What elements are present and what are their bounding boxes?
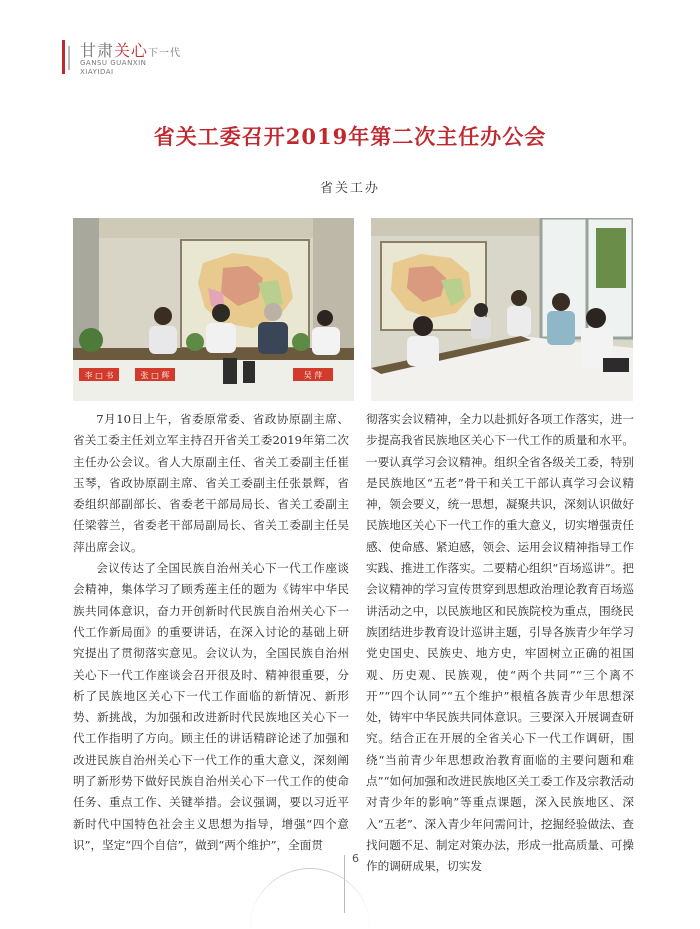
meeting-photo-left-image: [73, 218, 354, 401]
logo-wordmark-gansu: 甘肃: [80, 41, 115, 60]
logo-pinyin-line2: XIAYIDAI: [80, 68, 114, 76]
body-paragraph-1: 7月10日上午，省委原常委、省政协原副主席、省关工委主任刘立军主持召开省关工委2019年第二次主任办公会议。省人大原副主任、省关工委副主任崔玉琴，省政协原副主席、省关工委副主任张景辉，省委组织部副部长、省委老干部局局长、省关工委副主任梁蓉兰，省委老干部局副局长、省关工委副主任吴萍出席会议。: [73, 412, 349, 554]
body-paragraph-2-continued: 彻落实会议精神，全力以赴抓好各项工作落实，进一步提高我省民族地区关心下一代工作的质量和水平。一要认真学习会议精神。组织全省各级关工委，特别是民族地区“五老”骨干和关工干部认真学习会议精神，领会要义，统一思想，凝聚共识，深刻认识做好民族地区关心下一代工作的重大意义，切实增强责任感、使命感、紧迫感，领会、运用会议精神指导工作实践、推进工作落实。二要精心组织“百场巡讲”。把会议精神的学习宣传贯穿到思想政治理论教育百场巡讲活动之中，以民族地区和民族院校为重点，围绕民族团结进步教育设计巡讲主题，引导各族青少年学习党史国史、民族史、地方史，牢固树立正确的祖国观、历史观、民族观，使“两个共同”“三个离不开”“四个认同”“五个维护”根植各族青少年思想深处，铸牢中华民族共同体意识。三要深入开展调查研究。结合正在开展的全省关心下一代工作调研，围绕“当前青少年思想政治教育面临的主要问题和难点”“如何加强和改进民族地区关工委工作及宗教活动对青少年的影响”等重点课题，深入民族地区、深入“五老”、深入青少年问需问计，挖掘经验做法、查找问题不足、制定对策办法，形成一批高质量、可操作的调研成果，切实发: [366, 412, 634, 874]
logo-pinyin: [80, 59, 146, 77]
page-number: 6: [352, 852, 359, 865]
logo-accent-bar-secondary: [68, 46, 70, 70]
meeting-photo-right: [371, 218, 633, 401]
logo-pinyin-line1: GANSU GUANXIN: [80, 59, 147, 67]
nameplate-1: 李 □ 书: [84, 371, 114, 380]
meeting-photo-right-image: [371, 218, 633, 401]
body-paragraph-2: 会议传达了全国民族自治州关心下一代工作座谈会精神，集体学习了顾秀莲主任的题为《铸牢中华民族共同体意识，奋力开创新时代民族自治州关心下一代工作新局面》的重要讲话，在深入讨论的基础上研究提出了贯彻落实意见。会议认为，全国民族自治州关心下一代工作座谈会召开很及时、精神很重要，分析了民族地区关心下一代工作面临的新情况、新形势、新挑战，为加强和改进新时代民族地区关心下一代工作指明了方向。顾主任的讲话精辟论述了加强和改进民族自治州关心下一代工作的重大意义，深刻阐明了新形势下做好民族自治州关心下一代工作的使命任务、重点工作、关键举措。会议强调，要以习近平新时代中国特色社会主义思想为指导，增强“四个意识”，坚定“四个自信”，做到“两个维护”，全面贯: [73, 561, 349, 852]
magazine-logo: [62, 38, 192, 80]
article-title: 省关工委召开2019年第二次主任办公会: [153, 124, 547, 149]
nameplate-3: 吴 萍: [303, 371, 323, 380]
nameplate-2: 张 □ 辉: [140, 371, 170, 380]
logo-wordmark-guanxin: 关心: [114, 41, 149, 60]
logo-wordmark-xiayidai: 下一代: [148, 48, 182, 59]
footer-decorative-arc: [250, 868, 370, 929]
article-body-left-column: [73, 409, 349, 856]
logo-wordmark: [80, 38, 181, 61]
footer-divider: [344, 855, 345, 913]
meeting-photo-left: [73, 218, 354, 401]
article-byline: 省关工办: [319, 181, 380, 196]
logo-accent-bar: [62, 40, 65, 74]
article-body-right-column: [366, 409, 634, 878]
